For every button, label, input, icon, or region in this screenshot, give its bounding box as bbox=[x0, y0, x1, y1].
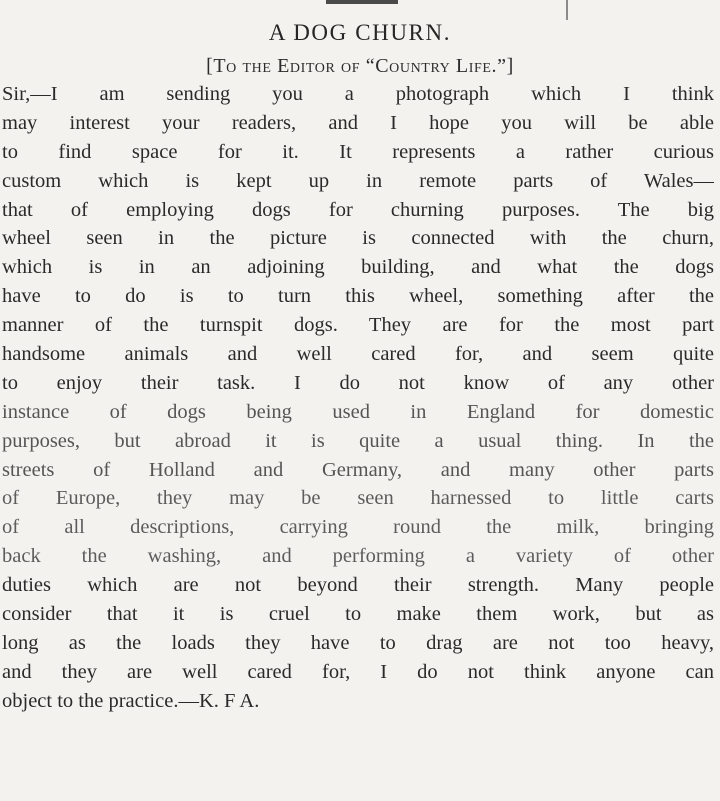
body-line: purposes, but abroad it is quite a usual thing. In the bbox=[2, 429, 714, 452]
body-line: Sir,—I am sending you a photograph which I think bbox=[2, 83, 714, 105]
body-line: back the washing, and performing a variety of other bbox=[2, 545, 714, 568]
body-line: consider that it is cruel to make them work, but as bbox=[2, 603, 714, 626]
body-line: of Europe, they may be seen harnessed to little carts bbox=[2, 487, 714, 510]
body-line: handsome animals and well cared for, and seem quite bbox=[2, 343, 714, 366]
body-line: that of employing dogs for churning purposes. The big bbox=[2, 198, 714, 221]
body-line: have to do is to turn this wheel, something after the bbox=[2, 285, 714, 308]
body-line: may interest your readers, and I hope you will be able bbox=[2, 111, 714, 134]
body-line: custom which is kept up in remote parts of Wales— bbox=[2, 169, 714, 192]
body-line: manner of the turnspit dogs. They are for the most part bbox=[2, 314, 714, 337]
body-line-last: object to the practice.—K. F A. bbox=[2, 689, 260, 712]
body-line: and they are well cared for, I do not think anyone can bbox=[2, 660, 714, 683]
body-line: long as the loads they have to drag are not too heavy, bbox=[2, 631, 714, 654]
body-line: of all descriptions, carrying round the milk, bringing bbox=[2, 516, 714, 539]
column-mark bbox=[566, 0, 568, 20]
body-line: wheel seen in the picture is connected with the churn, bbox=[2, 227, 714, 250]
body-line: duties which are not beyond their strength. Many people bbox=[2, 574, 714, 597]
body-line: instance of dogs being used in England for domestic bbox=[2, 400, 714, 423]
body-line: which is in an adjoining building, and what the dogs bbox=[2, 256, 714, 279]
article-body bbox=[2, 80, 714, 716]
header-rule bbox=[326, 0, 398, 4]
body-line: streets of Holland and Germany, and many other parts bbox=[2, 458, 714, 481]
body-line: to find space for it. It represents a rather curious bbox=[2, 140, 714, 163]
article-subhead: [To the Editor of “Country Life.”] bbox=[206, 55, 514, 77]
article-title: A DOG CHURN. bbox=[268, 20, 452, 45]
body-line: to enjoy their task. I do not know of any other bbox=[2, 371, 714, 394]
